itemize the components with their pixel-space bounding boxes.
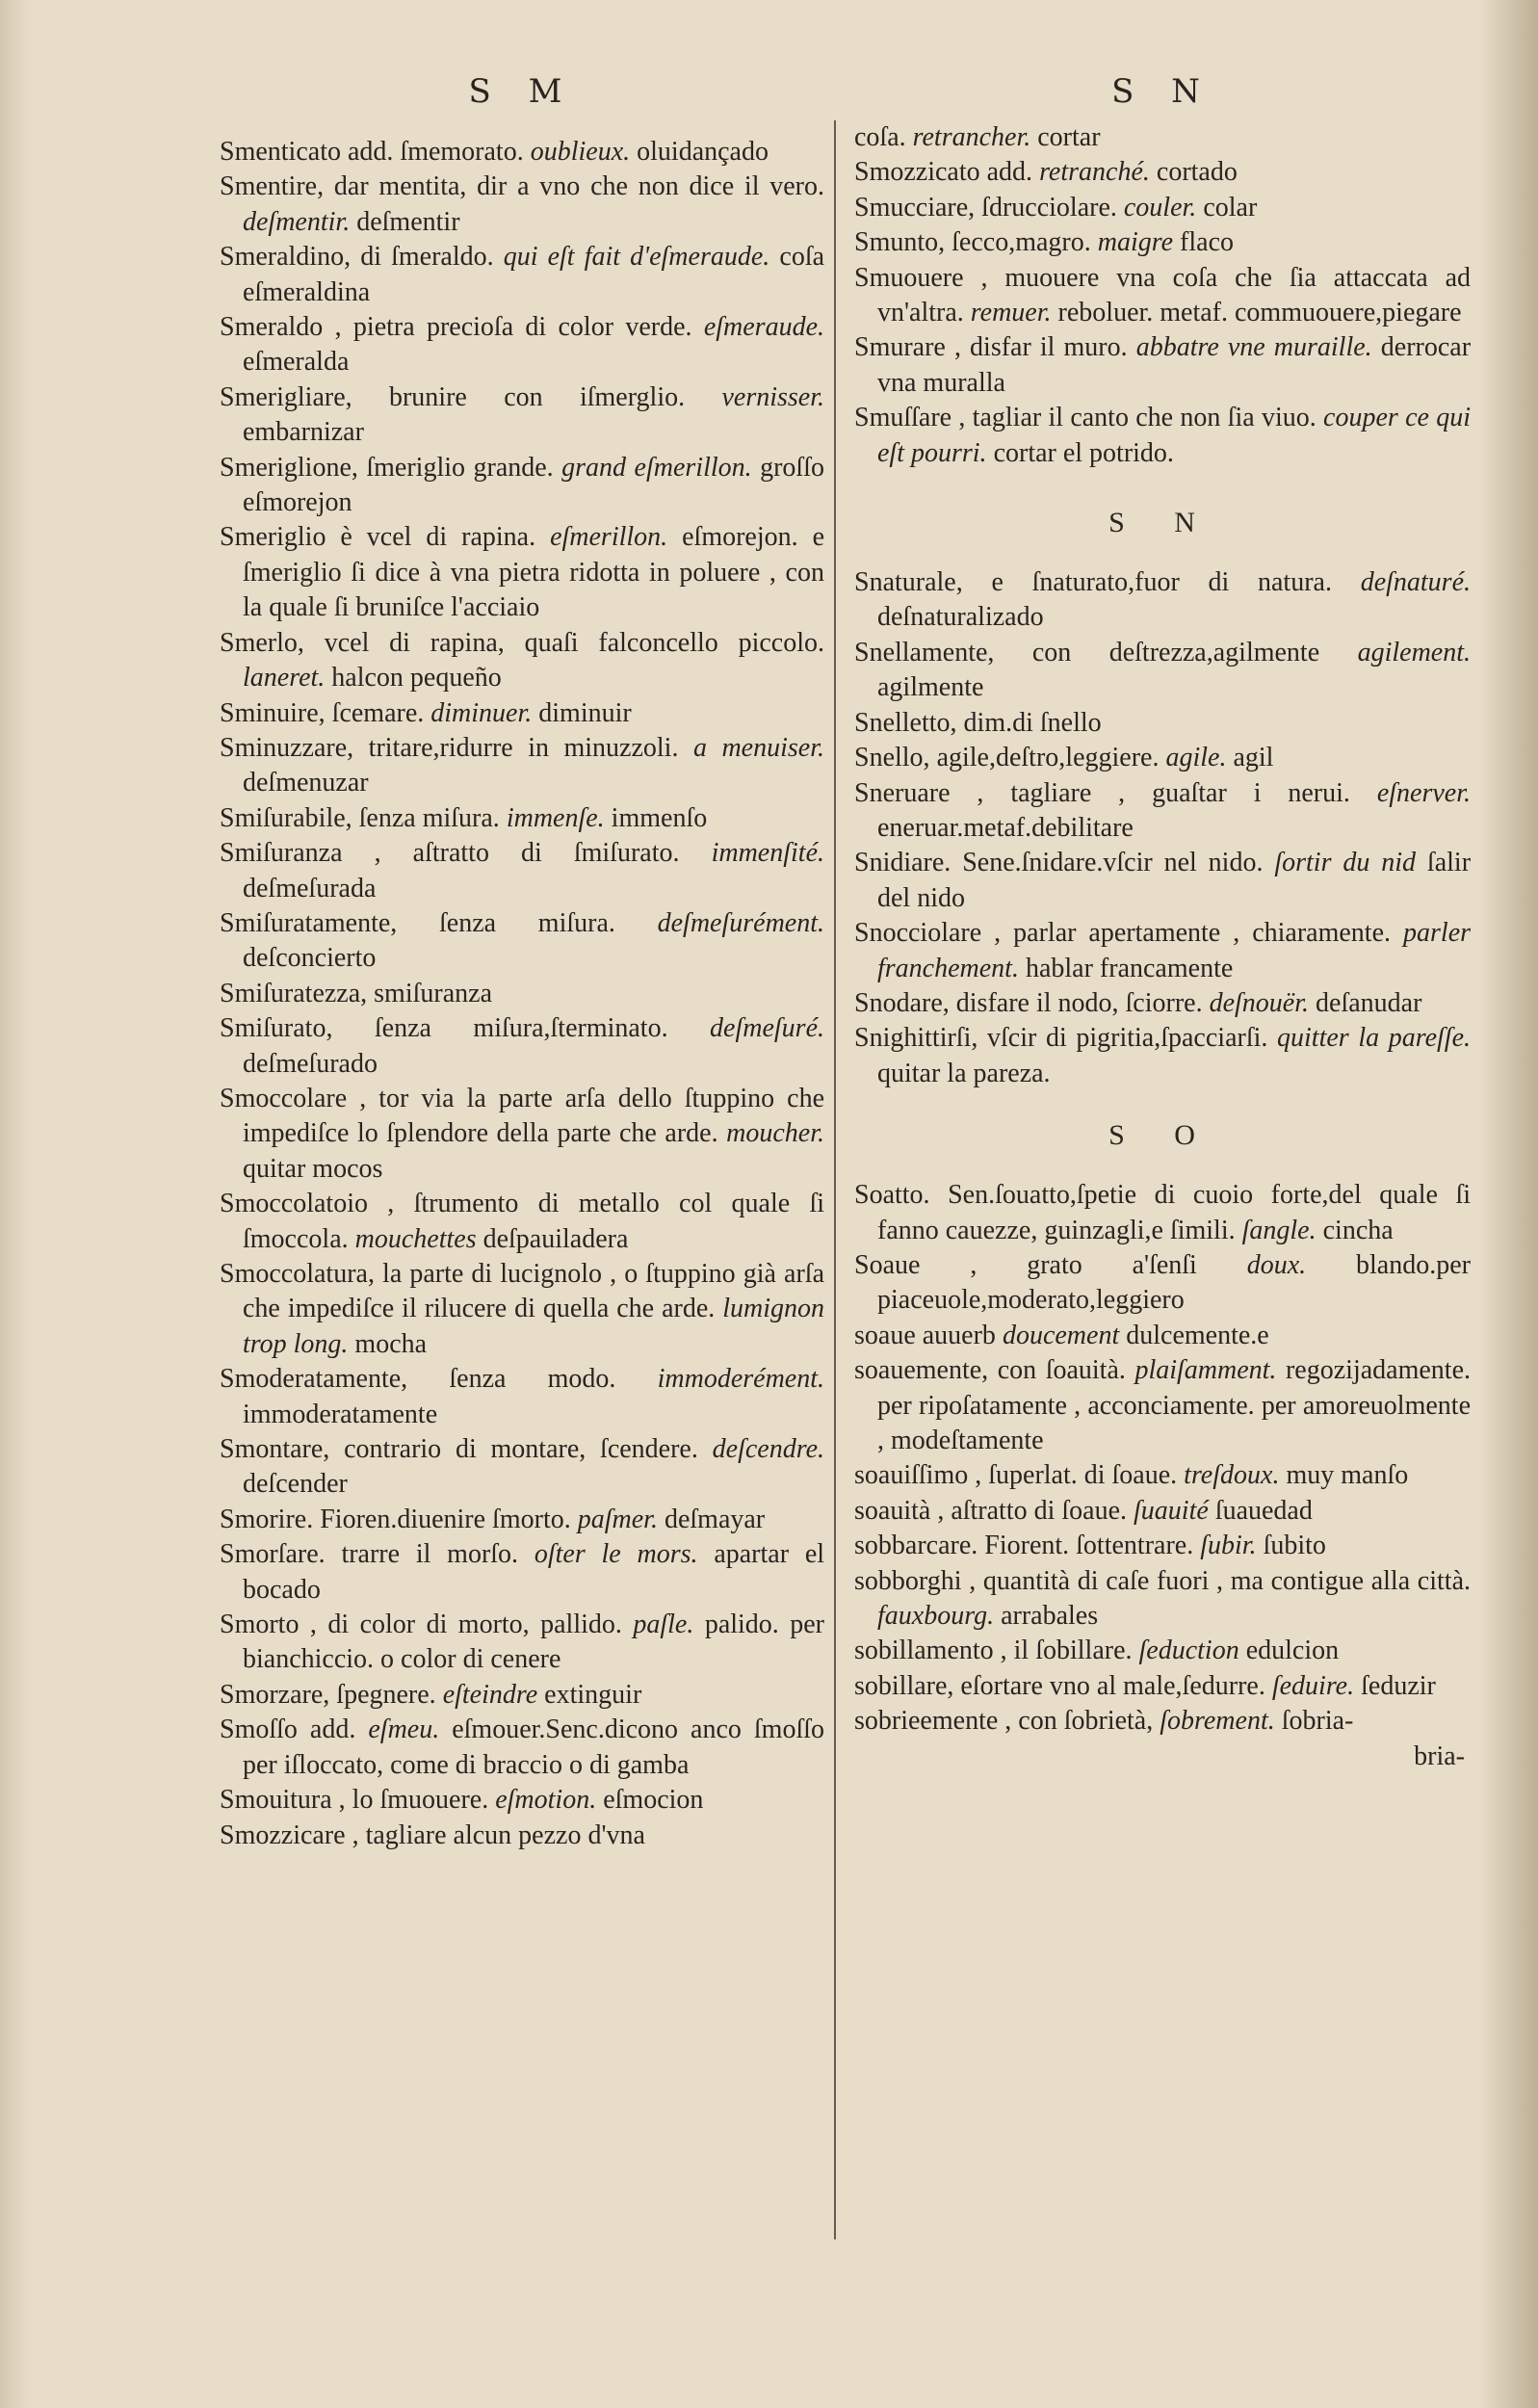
dictionary-entry: [220, 380, 824, 451]
dictionary-entry: [854, 1704, 1471, 1739]
entry-definition: , disfar il muro.: [953, 332, 1128, 363]
entry-headword: sobillare,: [854, 1670, 954, 1701]
dictionary-entry: [220, 1257, 824, 1362]
entry-definition: , parlar apertamente , chiaramente.: [994, 918, 1392, 949]
entry-headword: Smeriglione,: [220, 452, 358, 483]
entry-headword: soaue auuerb: [854, 1320, 996, 1350]
entry-french: diminuer.: [430, 697, 533, 728]
entry-spanish: ſuauedad: [1214, 1495, 1313, 1526]
entry-spanish: eneruar.metaf.debilitare: [877, 812, 1134, 843]
entry-spanish: halcon pequeño: [331, 663, 502, 694]
entry-definition: Sen.ſouatto,ſpetie di cuoio forte,del quale ſi fanno cauezze, guinzagli,e ſimili.: [877, 1180, 1472, 1245]
dictionary-entry: [854, 1458, 1471, 1493]
entry-spanish: arrabales: [1001, 1601, 1099, 1632]
entry-spanish: extinguir: [544, 1679, 642, 1710]
dictionary-entry: [220, 1819, 824, 1853]
running-head-right: S N: [1111, 72, 1213, 111]
entry-definition: la parte di lucignolo , o ſtuppino già arſa che impediſce il rilucere di quella che arde.: [243, 1259, 824, 1324]
entry-headword: soauità: [854, 1495, 931, 1526]
entry-spanish: flaco: [1180, 227, 1234, 258]
entry-spanish: deſpauiladera: [482, 1223, 629, 1254]
entry-headword: Snidiare.: [854, 848, 951, 878]
dictionary-entry: [220, 906, 824, 977]
entry-spanish: deſmayar: [664, 1504, 766, 1534]
entry-spanish: immenſo: [611, 802, 708, 833]
entry-definition: Fiorent. ſottentrare.: [984, 1531, 1194, 1561]
dictionary-entry: [854, 1248, 1471, 1319]
dictionary-entry: [854, 1634, 1471, 1668]
entry-french: ſortir du nid: [1274, 848, 1417, 878]
dictionary-entry: [220, 731, 824, 801]
entry-headword: Smouitura: [220, 1785, 332, 1816]
dictionary-entry: [220, 1503, 824, 1537]
entry-definition: vcel di rapina, quaſi falconcello piccolo.: [324, 627, 824, 658]
entry-headword: Smiſuranza: [220, 838, 343, 869]
entry-french: paſle.: [633, 1610, 694, 1640]
entry-spanish: cincha: [1322, 1215, 1394, 1245]
entry-definition: ſdrucciolare.: [981, 192, 1117, 222]
dictionary-entry: [854, 1529, 1471, 1563]
entry-french: parler franchement.: [877, 918, 1472, 983]
entry-headword: Sminuzzare,: [220, 732, 354, 763]
entry-definition: smiſuranza: [374, 978, 492, 1008]
entry-spanish: reboluer. metaf. commuouere,piegare: [1057, 298, 1462, 328]
entry-headword: sobrieemente: [854, 1706, 999, 1737]
entry-headword: Smeraldo: [220, 312, 324, 343]
entry-spanish: deſmentir: [356, 206, 460, 237]
entry-headword: soauemente,: [854, 1355, 989, 1386]
entry-definition: add. ſmemorato.: [347, 137, 524, 167]
entry-definition: con ſoauità.: [997, 1355, 1126, 1386]
entry-french: a menuiser.: [692, 732, 824, 763]
entry-spanish: ſobria-: [1281, 1706, 1354, 1737]
entry-spanish: quitar mocos: [243, 1153, 383, 1184]
entry-spanish: deſnaturalizado: [877, 602, 1044, 633]
entry-spanish: deſanudar: [1316, 987, 1422, 1018]
entry-definition: dar mentita, dir a vno che non dice il vero.: [333, 171, 825, 202]
dictionary-entry: [220, 1608, 824, 1678]
dictionary-entry: [220, 451, 824, 521]
entry-spanish: oluidançado: [637, 137, 769, 167]
entry-definition: ſenza modo.: [449, 1364, 616, 1395]
section-heading-sn: S N: [1108, 507, 1216, 539]
entry-definition: ſpegnere.: [336, 1679, 436, 1710]
dictionary-entry: [220, 1011, 824, 1082]
entry-french: retranché.: [1039, 157, 1150, 188]
entry-headword: Smiſurabile,: [220, 802, 352, 833]
entry-headword: Smentire,: [220, 171, 325, 202]
dictionary-entry: [220, 836, 824, 906]
entry-headword: Smiſuratezza,: [220, 978, 368, 1008]
entry-spanish: eſmocion: [603, 1785, 704, 1816]
entry-definition: ſcemare.: [331, 697, 425, 728]
entry-headword: Smorto: [220, 1610, 300, 1640]
entry-headword: coſa.: [854, 122, 906, 152]
dictionary-entry: [854, 261, 1471, 331]
entry-definition: , aſtratto di ſoaue.: [937, 1495, 1128, 1526]
entry-french: ſeduire.: [1271, 1670, 1355, 1701]
dictionary-entry: [854, 120, 1471, 155]
entry-french: deſmentir.: [243, 206, 351, 237]
entry-headword: Smuouere: [854, 262, 964, 293]
page-gutter-shadow: [1480, 0, 1538, 2408]
entry-french: eſnerver.: [1376, 777, 1472, 808]
entry-definition: trarre il morſo.: [341, 1539, 519, 1570]
entry-definition: , di color di morto, pallido.: [309, 1610, 622, 1640]
entry-french: deſmeſuré.: [710, 1013, 825, 1044]
dictionary-entry: [854, 191, 1471, 225]
dictionary-entry: [220, 1783, 824, 1818]
entry-spanish: deſcender: [243, 1469, 348, 1500]
entry-french: eſmeraude.: [703, 312, 825, 343]
entry-spanish: deſmeſurado: [243, 1048, 378, 1079]
entry-french: quitter la pareſſe.: [1277, 1023, 1472, 1054]
entry-headword: Smiſurato,: [220, 1013, 333, 1044]
entry-definition: Fioren.diuenire ſmorto.: [320, 1504, 571, 1534]
entry-definition: , il ſobillare.: [1000, 1636, 1133, 1666]
entry-headword: Smozzicato: [854, 157, 980, 188]
entry-french: immenſe.: [506, 802, 605, 833]
entry-headword: Sminuire,: [220, 697, 326, 728]
entry-french: ſobrement.: [1160, 1706, 1275, 1737]
entry-definition: ſenza miſura,ſterminato.: [374, 1013, 668, 1044]
entry-spanish: diminuir: [538, 697, 632, 728]
entry-spanish: agilmente: [877, 672, 984, 703]
dictionary-entry: [220, 310, 824, 380]
entry-french: abbatre vne muraille.: [1135, 332, 1372, 363]
dictionary-entry: [220, 1713, 824, 1783]
entry-spanish: colar: [1203, 192, 1258, 222]
entry-spanish: mocha: [354, 1328, 428, 1359]
entry-definition: add.: [986, 157, 1033, 188]
running-head-left: S M: [468, 72, 576, 111]
dictionary-entry: [220, 1082, 824, 1187]
dictionary-entry: [854, 1669, 1471, 1704]
entry-headword: Smontare,: [220, 1434, 330, 1465]
entry-spanish: cortado: [1156, 157, 1238, 188]
entry-french: mouchettes: [354, 1223, 477, 1254]
entry-spanish: derrocar vna muralla: [877, 332, 1472, 398]
entry-definition: ſecco,magro.: [951, 227, 1091, 258]
entry-french: deſmeſurément.: [657, 907, 824, 938]
entry-definition: , quantità di caſe fuori , ma contigue alla città.: [969, 1565, 1471, 1596]
entry-french: ſuauité: [1134, 1495, 1209, 1526]
dictionary-entry: [854, 986, 1471, 1021]
entry-definition: , aſtratto di ſmiſurato.: [374, 838, 680, 869]
entry-definition: , ſuperlat. di ſoaue.: [975, 1460, 1178, 1491]
entry-spanish: eſmeralda: [243, 347, 350, 378]
entry-definition: è vcel di rapina.: [340, 522, 536, 553]
entry-spanish: cortar el potrido.: [993, 437, 1174, 468]
dictionary-entry: [854, 846, 1471, 916]
entry-french: maigre: [1097, 227, 1174, 258]
entry-spanish: eſmorejon. e ſmeriglio ſi dice à vna pietra ridotta in poluere , con la quale ſi bruniſce l'acciaio: [243, 522, 825, 623]
entry-definition: dim.di ſnello: [963, 707, 1102, 738]
entry-definition: agile,deſtro,leggiere.: [936, 743, 1160, 773]
entry-french: eſmotion.: [495, 1785, 597, 1816]
entry-definition: , con ſobrietà,: [1004, 1706, 1154, 1737]
entry-spanish: agil: [1233, 743, 1274, 773]
entry-definition: Sene.ſnidare.vſcir nel nido.: [962, 848, 1264, 878]
entry-french: couper ce qui eſt pourri.: [877, 403, 1472, 468]
entry-french: agile.: [1165, 743, 1227, 773]
right-mid-entries: [854, 565, 1471, 1091]
dictionary-entry: [854, 1021, 1471, 1091]
entry-definition: ſmeriglio grande.: [366, 452, 554, 483]
entry-definition: , tor via la parte arſa dello ſtuppino che impediſce lo ſplendore della parte che arde.: [243, 1083, 824, 1149]
entry-french: eſmerillon.: [550, 522, 668, 553]
dictionary-entry: [220, 1432, 824, 1503]
dictionary-entry: [854, 1319, 1471, 1353]
entry-spanish: deſmeſurada: [243, 873, 377, 903]
left-column: [220, 135, 824, 1853]
entry-definition: , tagliar il canto che non ſia viuo.: [958, 403, 1316, 433]
entry-definition: brunire con iſmerglio.: [388, 381, 686, 412]
dictionary-entry: [220, 1187, 824, 1257]
entry-headword: Smozzicare: [220, 1819, 346, 1850]
entry-headword: Smeriglio: [220, 522, 326, 553]
entry-french: paſmer.: [577, 1504, 658, 1534]
entry-french: deſcendre.: [712, 1434, 825, 1465]
entry-headword: Sneruare: [854, 777, 951, 808]
entry-definition: , ſtrumento di metallo col quale ſi ſmoccola.: [243, 1189, 825, 1254]
entry-headword: Soaue: [854, 1249, 921, 1280]
dictionary-entry: [854, 741, 1471, 775]
entry-headword: Smoccolatoio: [220, 1189, 368, 1219]
entry-french: plaiſamment.: [1134, 1355, 1277, 1386]
dictionary-entry: [220, 696, 824, 731]
entry-french: ſubir.: [1200, 1531, 1257, 1561]
entry-definition: e ſnaturato,fuor di natura.: [991, 567, 1332, 598]
dictionary-entry: [854, 225, 1471, 260]
entry-french: doucement: [1002, 1320, 1120, 1350]
entry-headword: Snighittirſi,: [854, 1023, 978, 1054]
entry-spanish: edulcion: [1245, 1636, 1340, 1666]
entry-spanish: blando.per piaceuole,moderato,leggiero: [877, 1249, 1471, 1316]
entry-french: grand eſmerillon.: [561, 452, 752, 483]
entry-headword: Smorzare,: [220, 1679, 330, 1710]
dictionary-entry: [854, 636, 1471, 706]
entry-definition: tritare,ridurre in minuzzoli.: [368, 732, 679, 763]
entry-spanish: immoderatamente: [243, 1399, 438, 1429]
entry-headword: sobbarcare.: [854, 1531, 978, 1561]
entry-headword: Snello,: [854, 743, 930, 773]
entry-definition: , lo ſmuouere.: [338, 1785, 489, 1816]
entry-french: agilement.: [1357, 637, 1471, 667]
dictionary-entry: [854, 401, 1471, 471]
entry-headword: Snelletto,: [854, 707, 957, 738]
dictionary-entry: [854, 1353, 1471, 1458]
entry-definition: disfare il nodo, ſciorre.: [955, 987, 1203, 1018]
entry-french: immenſité.: [711, 838, 824, 869]
dictionary-entry: [854, 155, 1471, 190]
entry-headword: Smurare: [854, 332, 946, 363]
right-column: [854, 120, 1471, 1774]
entry-definition: di ſmeraldo.: [360, 242, 494, 273]
entry-french: qui eſt fait d'eſmeraude.: [503, 242, 770, 273]
entry-definition: con deſtrezza,agilmente: [1031, 637, 1320, 667]
entry-headword: Snellamente,: [854, 637, 995, 667]
section-heading-so: S O: [1108, 1119, 1216, 1152]
entry-french: remuer.: [970, 298, 1052, 328]
dictionary-entry: [854, 706, 1471, 741]
entry-headword: Smerigliare,: [220, 381, 352, 412]
entry-headword: Smunto,: [854, 227, 946, 258]
entry-headword: Smucciare,: [854, 192, 976, 222]
entry-headword: Smuſſare: [854, 403, 952, 433]
entry-definition: , tagliare alcun pezzo d'vna: [352, 1819, 645, 1850]
entry-definition: add.: [309, 1714, 356, 1745]
entry-french: oſter le mors.: [534, 1539, 698, 1570]
entry-definition: contrario di montare, ſcendere.: [344, 1434, 698, 1465]
entry-french: lumignon trop long.: [243, 1294, 824, 1359]
entry-french: ſeduction: [1138, 1636, 1239, 1666]
dictionary-entry: [854, 776, 1471, 847]
entry-spanish: coſa eſmeraldina: [243, 242, 825, 307]
page-edge-shadow-left: [0, 0, 29, 2408]
column-divider: [834, 120, 836, 2239]
entry-headword: soauiſſimo: [854, 1460, 969, 1491]
entry-headword: Snodare,: [854, 987, 950, 1018]
entry-french: eſteindre: [442, 1679, 538, 1710]
dictionary-entry: [220, 801, 824, 836]
dictionary-entry: [854, 916, 1471, 986]
entry-spanish: embarnizar: [243, 417, 364, 448]
entry-french: laneret.: [243, 663, 326, 694]
entry-definition: , muouere vna coſa che ſia attaccata ad vn'altra.: [877, 262, 1472, 328]
dictionary-entry: [220, 520, 824, 625]
entry-french: moucher.: [726, 1118, 825, 1149]
dictionary-entry: [220, 1362, 824, 1432]
entry-french: couler.: [1123, 192, 1197, 222]
entry-headword: Smeraldino,: [220, 242, 352, 273]
entry-headword: Smoderatamente,: [220, 1364, 408, 1395]
entry-spanish: ſalir del nido: [877, 848, 1472, 913]
entry-definition: ſenza miſura.: [439, 907, 615, 938]
entry-definition: vſcir di pigritia,ſpacciarſi.: [987, 1023, 1268, 1054]
entry-french: immoderément.: [657, 1364, 825, 1395]
entry-spanish: deſmenuzar: [243, 768, 369, 798]
entry-spanish: palido. per bianchiccio. o color di cenere: [243, 1610, 824, 1675]
entry-spanish: eſmouer.Senc.dicono anco ſmoſſo per iſloccato, come di braccio o di gamba: [243, 1714, 825, 1780]
entry-headword: Soatto.: [854, 1180, 930, 1211]
dictionary-entry: [854, 1494, 1471, 1529]
entry-headword: Smerlo,: [220, 627, 304, 658]
entry-spanish: apartar el bocado: [243, 1539, 825, 1605]
dictionary-entry: [220, 626, 824, 696]
dictionary-entry: [220, 135, 824, 170]
dictionary-entry: [220, 1537, 824, 1608]
entry-french: retrancher.: [912, 122, 1031, 152]
dictionary-entry: [854, 565, 1471, 636]
entry-headword: Snaturale,: [854, 567, 963, 598]
dictionary-entry: [220, 1678, 824, 1713]
entry-headword: sobborghi: [854, 1565, 962, 1596]
entry-definition: , pietra precioſa di color verde.: [334, 312, 692, 343]
entry-french: ſangle.: [1241, 1215, 1316, 1245]
entry-french: fauxbourg.: [877, 1601, 995, 1632]
entry-french: deſnaturé.: [1360, 567, 1471, 598]
entry-definition: , tagliare , guaſtar i nerui.: [977, 777, 1350, 808]
dictionary-entry: [220, 977, 824, 1011]
entry-headword: Smorire.: [220, 1504, 314, 1534]
entry-headword: Smoſſo: [220, 1714, 298, 1745]
right-bottom-entries: [854, 1178, 1471, 1740]
entry-french: vernisser.: [721, 381, 825, 412]
dictionary-entry: [220, 170, 824, 240]
entry-spanish: muy manſo: [1286, 1460, 1409, 1491]
dictionary-entry: [854, 1564, 1471, 1635]
entry-spanish: groſſo eſmorejon: [243, 452, 824, 518]
entry-spanish: regozijadamente. per ripoſatamente , acconciamente. per amoreuolmente , modeſtamente: [877, 1355, 1471, 1455]
entry-definition: ſenza miſura.: [358, 802, 500, 833]
entry-spanish: quitar la pareza.: [877, 1058, 1051, 1088]
dictionary-entry: [220, 240, 824, 310]
entry-headword: Smenticato: [220, 137, 341, 167]
entry-headword: sobillamento: [854, 1636, 994, 1666]
entry-headword: Smorſare.: [220, 1539, 326, 1570]
entry-headword: Smoccolare: [220, 1083, 348, 1113]
right-top-entries: [854, 120, 1471, 471]
entry-french: doux.: [1246, 1249, 1307, 1280]
entry-spanish: deſconcierto: [243, 943, 377, 974]
dictionary-entry: [854, 1178, 1471, 1248]
entry-french: eſmeu.: [368, 1714, 440, 1745]
dictionary-entry: [854, 330, 1471, 401]
entry-french: deſnouër.: [1209, 987, 1310, 1018]
entry-definition: , grato a'ſenſi: [970, 1249, 1197, 1280]
entry-definition: eſortare vno al male,ſedurre.: [960, 1670, 1265, 1701]
entry-spanish: dulcemente.e: [1126, 1320, 1269, 1350]
entry-spanish: ſeduzir: [1361, 1670, 1436, 1701]
entry-spanish: hablar francamente: [1025, 953, 1234, 983]
entry-french: oublieux.: [530, 137, 631, 167]
entry-headword: Snocciolare: [854, 918, 982, 949]
entry-french: treſdoux.: [1184, 1460, 1280, 1491]
entry-headword: Smiſuratamente,: [220, 907, 398, 938]
entry-headword: Smoccolatura,: [220, 1259, 375, 1289]
catchword: bria-: [1414, 1741, 1465, 1771]
entry-spanish: cortar: [1037, 122, 1101, 152]
entry-spanish: ſubito: [1263, 1531, 1326, 1561]
